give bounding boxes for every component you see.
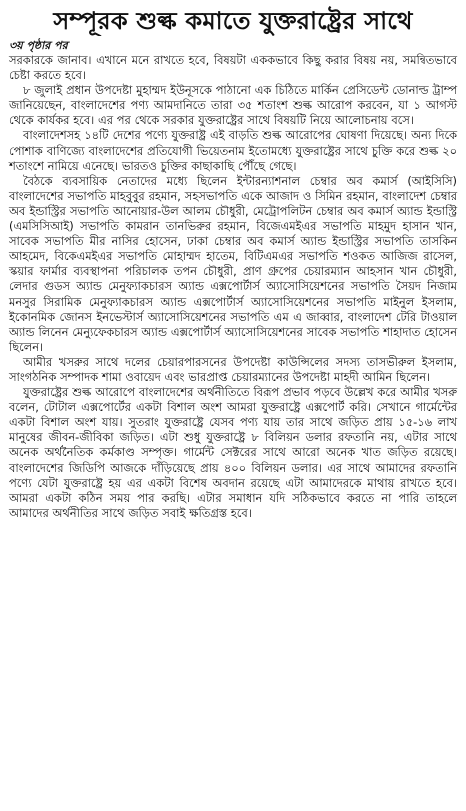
article-paragraph: আমীর খসরুর সাথে দলের চেয়ারপারসনের উপদেষ্টা কাউন্সিলের সদস্য তাসভীরুল ইসলাম, সাংগঠনিক সম্পাদক শামা ওবায়েদ এবং ভারপ্রাপ্ত চেয়ারম্যানের উপদেষ্টা মাহদী আমিন ছিলেন। — [9, 354, 457, 384]
article-body — [9, 53, 457, 521]
article-paragraph: বৈঠকে ব্যবসায়িক নেতাদের মধ্যে ছিলেন ইন্টারন্যাশনাল চেম্বার অব কমার্স (আইসিসি) বাংলাদেশের সভাপতি মাহবুবুর রহমান, সহসভাপতি একে আজাদ ও সিমিন রহমান, বাংলাদেশ চেম্বার অব ইন্ডাস্ট্রির সভাপতি আনোয়ার-উল আলম চৌধুরী, মেট্রোপলিটন চেম্বার অব কমার্স অ্যান্ড ইন্ডাস্ট্রি (এমসিসিআই) সভাপতি কামরান তানভিরুর রহমান, বিজেএমইএর সভাপতি মাহমুদ হাসান খান, সাবেক সভাপতি মীর নাসির হোসেন, ঢাকা চেম্বার অব কমার্স অ্যান্ড ইন্ডাস্ট্রির সভাপতি তাসকিন আহমেদ, বিকেএমইএর সভাপতি মোহাম্মদ হাতেম, বিটিএমএর সভাপতি শওকত আজিজ রাসেল, স্কয়ার ফার্মার ব্যবস্থাপনা পরিচালক তপন চৌধুরী, প্রাণ গ্রুপের চেয়ারম্যান আহসান খান চৌধুরী, লেদার গুডস অ্যান্ড মেনুফ্যাকচারস অ্যান্ড এক্সপোর্টার্স অ্যাসোসিয়েশনের সভাপতি সৈয়দ নিজাম মনসুর সিরামিক মেনুফ্যাকচারস অ্যান্ড এক্সপোর্টার্স অ্যাসোসিয়েশনের সভাপতি মাইনুল ইসলাম, ইকোনমিক জোনস ইনভেস্টার্স অ্যাসোসিয়েশনের সভাপতি এম এ জাব্বার, বাংলাদেশ টেরি টাওয়াল অ্যান্ড লিনেন মেন্যুফেকচারস অ্যান্ড এক্সপোর্টার্স অ্যাসোসিয়েশনের সাবেক সভাপতি শাহাদাত হোসেন ছিলেন। — [9, 173, 457, 354]
article-paragraph: সরকারকে জানাব। এখানে মনে রাখতে হবে, বিষয়টা এককভাবে কিছু করার বিষয় নয়, সমন্বিতভাবে চেষ্টা করতে হবে। — [9, 53, 457, 83]
article-headline: সম্পূরক শুল্ক কমাতে যুক্তরাষ্ট্রের সাথে — [53, 7, 413, 35]
continued-from-note: ৩য় পৃষ্ঠার পর — [9, 39, 68, 52]
article-paragraph: বাংলাদেশসহ ১৪টি দেশের পণ্যে যুক্তরাষ্ট্র এই বাড়তি শুল্ক আরোপের ঘোষণা দিয়েছে। অন্য দিকে পোশাক বাণিজ্যে বাংলাদেশের প্রতিযোগী ভিয়েতনাম ইতোমধ্যে যুক্তরাষ্ট্রের সাথে চুক্তি করে শুল্ক ২০ শতাংশে নামিয়ে এনেছে। ভারতও চুক্তির কাছাকাছি পৌঁছে গেছে। — [9, 128, 457, 173]
article-paragraph: ৮ জুলাই প্রধান উপদেষ্টা মুহাম্মদ ইউনূসকে পাঠানো এক চিঠিতে মার্কিন প্রেসিডেন্ট ডোনাল্ড ট্রাম্প জানিয়েছেন, বাংলাদেশের পণ্য আমদানিতে তারা ৩৫ শতাংশ শুল্ক আরোপ করবেন, যা ১ আগস্ট থেকে কার্যকর হবে। এর পর থেকে সরকার যুক্তরাষ্ট্রের সাথে বিষয়টি নিয়ে আলোচনায় বসে। — [9, 83, 457, 128]
article-paragraph: যুক্তরাষ্ট্রের শুল্ক আরোপে বাংলাদেশের অর্থনীতিতে বিরূপ প্রভাব পড়বে উল্লেখ করে আমীর খসরু বলেন, টোটাল এক্সপোর্টের একটা বিশাল অংশ আমরা যুক্তরাষ্ট্রে এক্সপোর্ট করি। সেখানে গার্মেন্টের একটা বিশাল অংশ যায়। সুতরাং যুক্তরাষ্ট্রে যেসব পণ্য যায় তার সাথে জড়িত প্রায় ১৫-১৬ লাখ মানুষের জীবন-জীবিকা জড়িত। এটা শুধু যুক্তরাষ্ট্রে ৮ বিলিয়ন ডলার রফতানি নয়, এটার সাথে অনেক অর্থনৈতিক কর্মকাণ্ড সম্পৃক্ত। গার্মেন্ট সেক্টরের সাথে আরো অনেক খাত জড়িত রয়েছে। বাংলাদেশের জিডিপি আজকে দাঁড়িয়েছে প্রায় ৪০০ বিলিয়ন ডলার। এর সাথে আমাদের রফতানি পণ্যে যেটা যুক্তরাষ্ট্রে হয় এর একটা বিশেষ অবদান রয়েছে এটা আমাদেরকে মাথায় রাখতে হবে। আমরা একটা কঠিন সময় পার করছি। এটার সমাধান যদি সঠিকভাবে করতে না পারি তাহলে আমাদের অর্থনীতির সাথে জড়িত সবাই ক্ষতিগ্রস্ত হবে। — [9, 385, 457, 520]
